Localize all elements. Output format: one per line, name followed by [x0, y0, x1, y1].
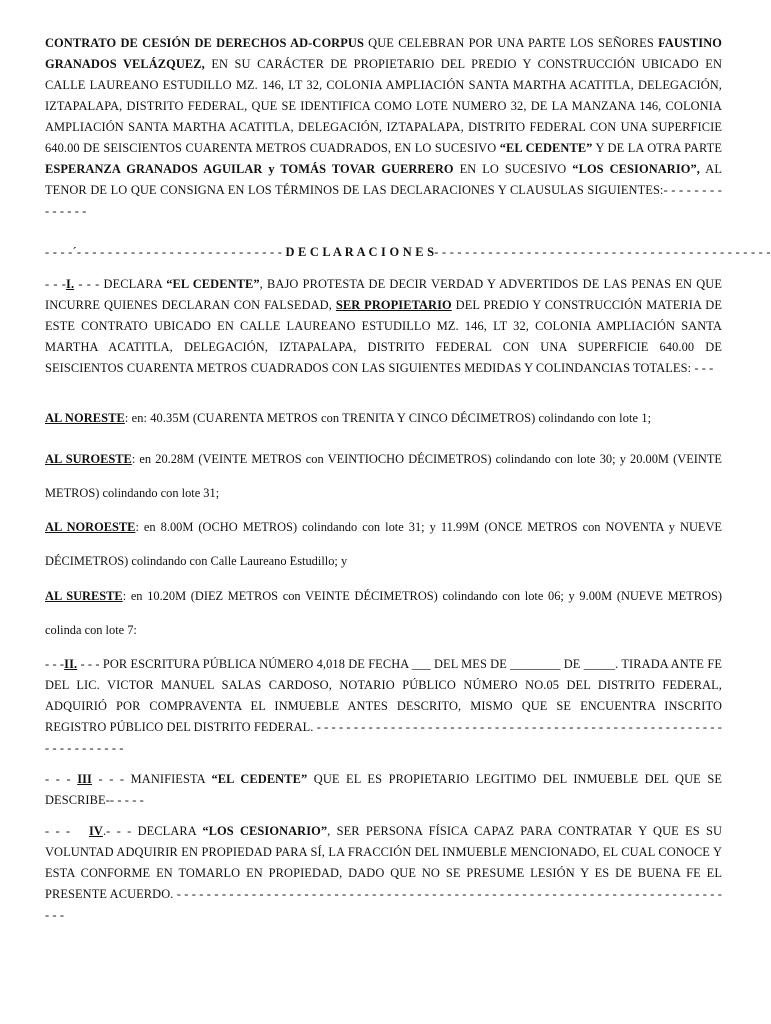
- declaration-1: [45, 274, 722, 379]
- party-name-1: FAUSTINO GRANADOS VELÁZQUEZ,: [45, 36, 722, 71]
- boundary-label: AL SURESTE: [45, 589, 123, 603]
- owner-term: SER PROPIETARIO: [335, 298, 452, 312]
- boundary-text: : en 10.20M (DIEZ METROS con VEINTE DÉCIMETROS) colindando con lote 06; y 9.00M (NUEVE METROS) colinda con lote 7:: [45, 589, 722, 637]
- intro-text: QUE CELEBRAN POR UNA PARTE LOS SEÑORES: [363, 36, 659, 50]
- declaration-number: II.: [64, 657, 78, 671]
- declaration-text: QUE EL ES PROPIETARIO LEGITIMO DEL INMUEBLE DEL QUE SE DESCRIBE-- - - - -: [45, 772, 722, 807]
- boundary-noroeste: [45, 510, 722, 578]
- boundary-sureste: [45, 579, 722, 647]
- intro-text: Y DE LA OTRA PARTE: [592, 141, 723, 155]
- boundary-label: AL SUROESTE: [45, 452, 132, 466]
- dash-prefix: - - -: [45, 772, 78, 786]
- boundary-text: : en 8.00M (OCHO METROS) colindando con lote 31; y 11.99M (ONCE METROS con NOVENTA y NUEVE DÉCIMETROS) colindando con Calle Laureano Estudillo; y: [45, 520, 722, 568]
- declaration-text: - - - POR ESCRITURA PÚBLICA NÚMERO 4,018 DE FECHA ___ DEL MES DE ________ DE _____. TIRADA ANTE FE DEL LIC. VICTOR MANUEL SALAS CARDOSO, NOTARIO PÚBLICO NÚMERO NO.05 DEL DISTRITO FEDERAL, ADQUIRIÓ POR COMPRAVENTA EL INMUEBLE ANTES DESCRITO, MISMO QUE SE ENCUENTRA INSCRITO REGISTRO PÚBLICO DEL DISTRITO FEDERAL. - - - - - - - - - - - - - - - - - - - - - - - - - - - - - - - - - - - - - - - - - - - - - - - - - - - - - - - - - - - - - - - - - -: [45, 657, 722, 755]
- cedente-term: “EL CEDENTE”: [499, 141, 593, 155]
- declaration-2: [45, 654, 722, 759]
- boundary-label: AL NOROESTE: [45, 520, 136, 534]
- heading-dashes: - - - - - - - - - - - - - - - - - - - - - - - - - - - - - - - - - - - - - - - - - - - -: [434, 245, 771, 259]
- intro-text: EN LO SUCESIVO: [453, 162, 573, 176]
- heading-label: D E C L A R A C I O N E S: [285, 245, 435, 259]
- declaration-text: , SER PERSONA FÍSICA CAPAZ PARA CONTRATAR Y QUE ES SU VOLUNTAD ADQUIRIR EN PROPIEDAD PARA SÍ, LA FRACCIÓN DEL INMUEBLE MENCIONADO, EL CUAL CONOCE Y ESTA CONFORME EN TOMARLO EN PROPIEDAD, DADO QUE NO SE PRESUME LESIÓN Y ES DE BUENA FE EL PRESENTE ACUERDO. - - - - - - - - - - - - - - - - - - - - - - - - - - - - - - - - - - - - - - - - - - - - - - - - - - - - - - - - - - - - - - - - - - - - - - - - - - - -: [45, 824, 723, 922]
- declaration-number: IV: [88, 824, 103, 838]
- dash-prefix: - - -: [45, 657, 65, 671]
- boundary-label: AL NORESTE: [45, 411, 125, 425]
- party-name-2: ESPERANZA GRANADOS AGUILAR y TOMÁS TOVAR GUERRERO: [45, 162, 454, 176]
- intro-text: EN SU CARÁCTER DE PROPIETARIO DEL PREDIO Y CONSTRUCCIÓN UBICADO EN CALLE LAUREANO ESTUDILLO MZ. 146, LT 32, COLONIA AMPLIACIÓN SANTA MARTHA ACATITLA, DELEGACIÓN, IZTAPALAPA, DISTRITO FEDERAL, QUE SE IDENTIFICA COMO LOTE NUMERO 32, DE LA MANZANA 146, COLONIA AMPLIACIÓN SANTA MARTHA ACATITLA, DELEGACIÓN, IZTAPALAPA, DISTRITO FEDERAL CON UNA SUPERFICIE 640.00 DE SEISCIENTOS CUARENTA METROS CUADRADOS, EN LO SUCESIVO: [45, 57, 722, 155]
- declaration-number: I.: [66, 277, 75, 291]
- boundary-suroeste: [45, 442, 722, 510]
- boundary-text: : en 20.28M (VEINTE METROS con VEINTIOCHO DÉCIMETROS) colindando con lote 30; y 20.00M (VEINTE METROS) colindando con lote 31;: [45, 452, 722, 500]
- cedente-term: “EL CEDENTE”: [166, 277, 260, 291]
- boundary-noreste: [45, 408, 722, 429]
- cesionario-term: “LOS CESIONARIO”: [202, 824, 328, 838]
- declarations-heading: [45, 242, 771, 263]
- cedente-term: “EL CEDENTE”: [211, 772, 308, 786]
- declaration-text: .- - - DECLARA: [102, 824, 203, 838]
- dash-prefix: - - -: [45, 824, 89, 838]
- intro-paragraph: [45, 33, 722, 222]
- declaration-text: - - - DECLARA: [74, 277, 167, 291]
- cesionario-term: “LOS CESIONARIO”,: [572, 162, 700, 176]
- declaration-3: [45, 769, 722, 811]
- declaration-text: DEL PREDIO Y CONSTRUCCIÓN MATERIA DE ESTE CONTRATO UBICADO EN CALLE LAUREANO ESTUDILLO MZ. 146, LT 32, COLONIA AMPLIACIÓN SANTA MARTHA ACATITLA, DELEGACIÓN, IZTAPALAPA, DISTRITO FEDERAL CON UNA SUPERFICIE 640.00 DE SEISCIENTOS CUARENTA METROS CUADRADOS CON LAS SIGUIENTES MEDIDAS Y COLINDANCIAS TOTALES: - - -: [45, 298, 722, 375]
- dash-prefix: - - -: [45, 277, 67, 291]
- declaration-4: [45, 821, 722, 926]
- intro-text: AL TENOR DE LO QUE CONSIGNA EN LOS TÉRMINOS DE LAS DECLARACIONES Y CLAUSULAS SIGUIENTES:- - - - - - - - - - - - - -: [45, 162, 722, 218]
- declaration-text: , BAJO PROTESTA DE DECIR VERDAD Y ADVERTIDOS DE LAS PENAS EN QUE INCURRE QUIENES DECLARAN CON FALSEDAD,: [45, 277, 722, 312]
- declaration-number: III: [77, 772, 92, 786]
- heading-dashes: - - - -´- - - - - - - - - - - - - - - - - - - - - - - - - - -: [45, 245, 286, 259]
- contract-title: CONTRATO DE CESIÓN DE DERECHOS AD-CORPUS: [45, 36, 364, 50]
- boundary-text: : en: 40.35M (CUARENTA METROS con TRENITA Y CINCO DÉCIMETROS) colindando con lote 1;: [124, 411, 652, 425]
- declaration-text: - - - MANIFIESTA: [91, 772, 212, 786]
